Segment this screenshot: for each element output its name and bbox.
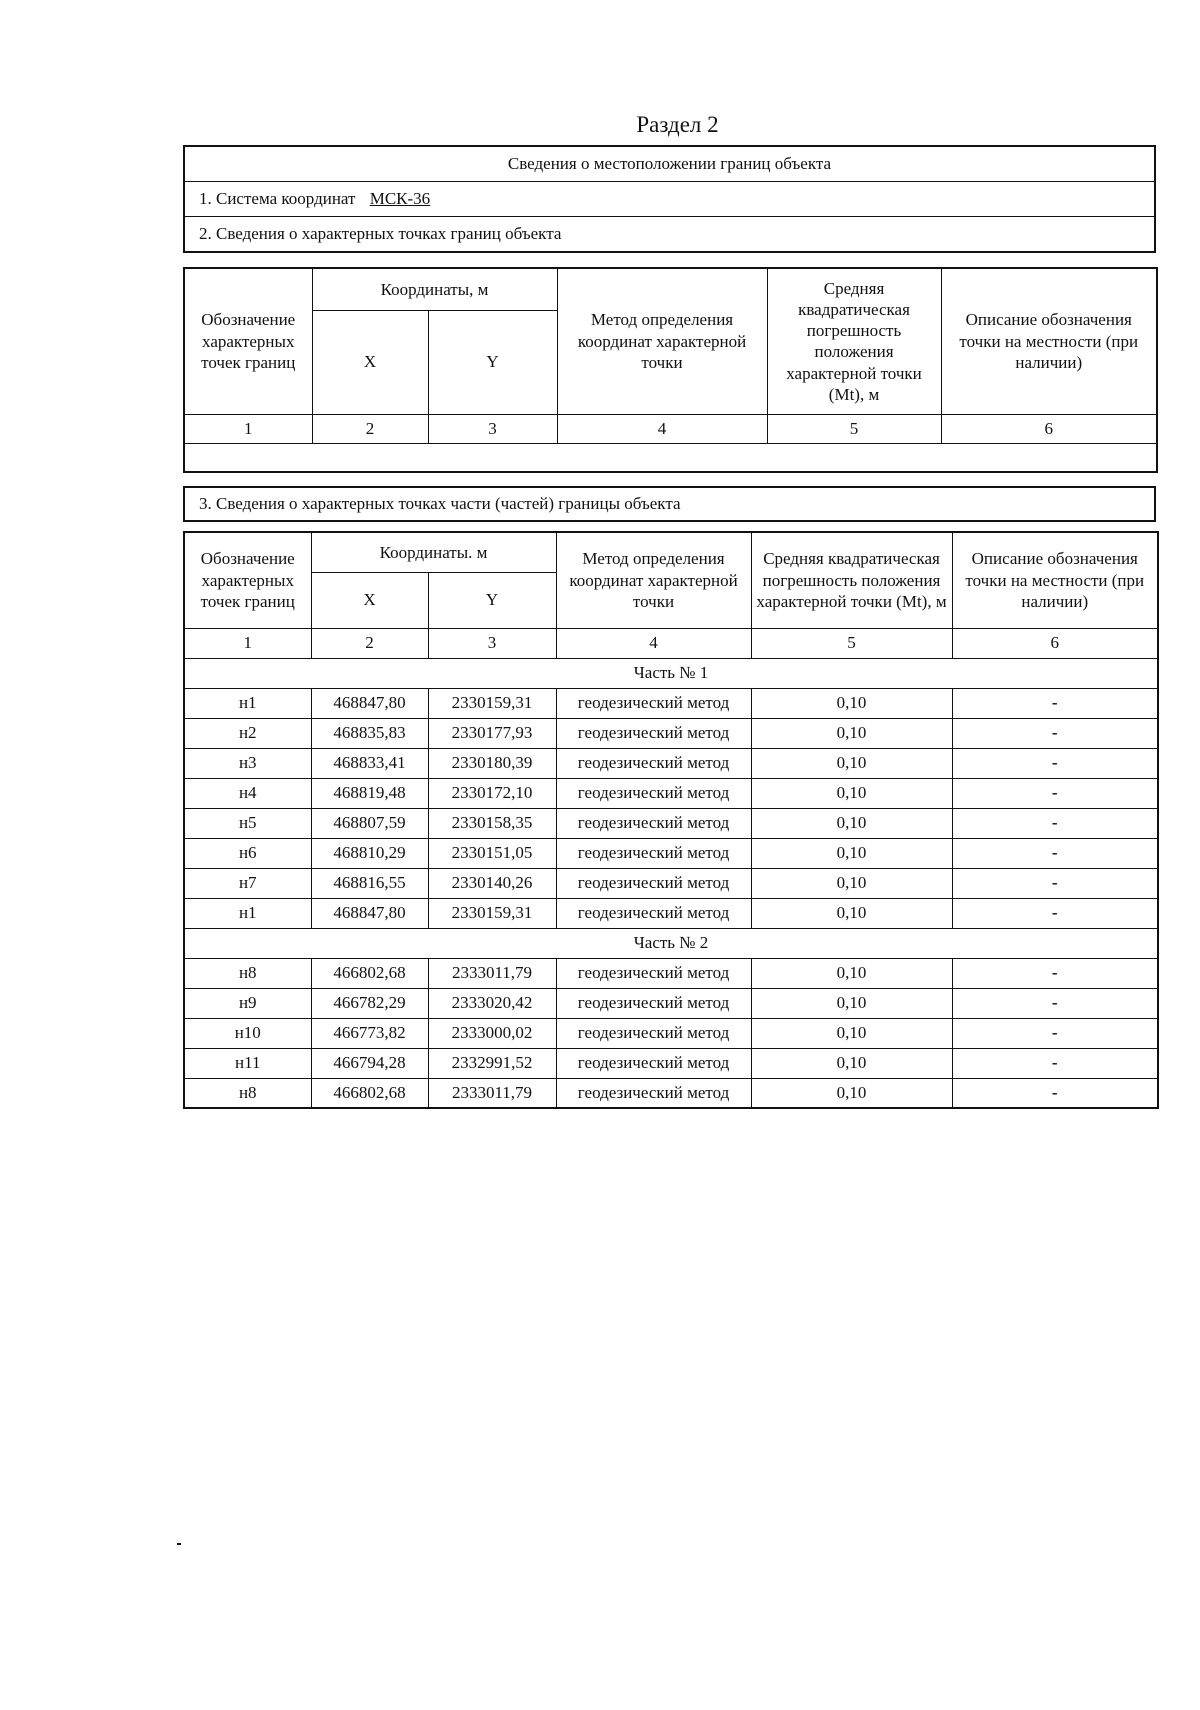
coord-x: 466794,28 (311, 1048, 428, 1078)
table-row (184, 688, 1158, 718)
error-mt: 0,10 (751, 748, 952, 778)
header-x: X (312, 310, 428, 414)
coord-y: 2330158,35 (428, 808, 556, 838)
point-description: - (952, 1048, 1158, 1078)
coord-y: 2333000,02 (428, 1018, 556, 1048)
header-coordinates: Координаты. м (311, 532, 556, 572)
table-row (184, 898, 1158, 928)
column-number: 2 (311, 628, 428, 658)
coord-y: 2332991,52 (428, 1048, 556, 1078)
coord-y: 2330172,10 (428, 778, 556, 808)
point-designation: н9 (184, 988, 311, 1018)
header-error: Средняя квадратическая погрешность положения характерной точки (Mt), м (751, 532, 952, 628)
header-x: X (311, 572, 428, 628)
method: геодезический метод (556, 838, 751, 868)
error-mt: 0,10 (751, 1048, 952, 1078)
column-number: 4 (557, 414, 767, 443)
part-points-table (183, 531, 1159, 1109)
point-designation: н2 (184, 718, 311, 748)
coord-y: 2330140,26 (428, 868, 556, 898)
error-mt: 0,10 (751, 868, 952, 898)
point-designation: н1 (184, 898, 311, 928)
method: геодезический метод (556, 958, 751, 988)
header-coordinates: Координаты, м (312, 268, 557, 310)
coord-y: 2330159,31 (428, 898, 556, 928)
boundary-points-table (183, 267, 1158, 473)
error-mt: 0,10 (751, 898, 952, 928)
part-title: Часть № 1 (184, 658, 1158, 688)
coord-y: 2330151,05 (428, 838, 556, 868)
table-row (184, 838, 1158, 868)
header-description: Описание обозначения точки на местности (при наличии) (952, 532, 1158, 628)
section-title: Раздел 2 (636, 112, 719, 137)
header-error: Средняя квадратическая погрешность положения характерной точки (Mt), м (767, 268, 941, 414)
location-heading: Сведения о местоположении границ объекта (184, 146, 1155, 182)
method: геодезический метод (556, 868, 751, 898)
error-mt: 0,10 (751, 958, 952, 988)
coord-x: 468833,41 (311, 748, 428, 778)
column-number: 6 (952, 628, 1158, 658)
point-description: - (952, 748, 1158, 778)
column-number: 1 (184, 628, 311, 658)
coord-x: 468810,29 (311, 838, 428, 868)
column-number: 1 (184, 414, 312, 443)
table-row (184, 958, 1158, 988)
point-designation: н8 (184, 1078, 311, 1108)
error-mt: 0,10 (751, 688, 952, 718)
coord-x: 468847,80 (311, 688, 428, 718)
coordinate-system-row (184, 182, 1155, 217)
coord-x: 466773,82 (311, 1018, 428, 1048)
coord-x: 468847,80 (311, 898, 428, 928)
header-y: Y (428, 310, 557, 414)
error-mt: 0,10 (751, 718, 952, 748)
table-row (184, 718, 1158, 748)
table-row (184, 808, 1158, 838)
point-description: - (952, 988, 1158, 1018)
error-mt: 0,10 (751, 778, 952, 808)
table-row (184, 1048, 1158, 1078)
header-method: Метод определения координат характерной точки (557, 268, 767, 414)
column-number: 4 (556, 628, 751, 658)
point-description: - (952, 958, 1158, 988)
method: геодезический метод (556, 1018, 751, 1048)
header-y: Y (428, 572, 556, 628)
coord-y: 2333011,79 (428, 1078, 556, 1108)
coordinate-system-value: МСК-36 (369, 189, 431, 209)
part-title: Часть № 2 (184, 928, 1158, 958)
method: геодезический метод (556, 898, 751, 928)
column-number: 5 (767, 414, 941, 443)
table-row (184, 988, 1158, 1018)
parts-heading-table (183, 486, 1156, 522)
point-description: - (952, 868, 1158, 898)
point-designation: н4 (184, 778, 311, 808)
error-mt: 0,10 (751, 988, 952, 1018)
parts-body (184, 658, 1158, 1108)
coord-y: 2330159,31 (428, 688, 556, 718)
coord-x: 468819,48 (311, 778, 428, 808)
table-row (184, 1018, 1158, 1048)
method: геодезический метод (556, 688, 751, 718)
method: геодезический метод (556, 988, 751, 1018)
point-description: - (952, 898, 1158, 928)
point-description: - (952, 718, 1158, 748)
column-number: 6 (941, 414, 1157, 443)
coord-x: 466802,68 (311, 1078, 428, 1108)
column-number: 2 (312, 414, 428, 443)
point-designation: н1 (184, 688, 311, 718)
point-description: - (952, 1078, 1158, 1108)
column-number: 3 (428, 414, 557, 443)
point-designation: н8 (184, 958, 311, 988)
table-row (184, 778, 1158, 808)
part-title-row (184, 658, 1158, 688)
header-designation: Обозначение характерных точек границ (184, 268, 312, 414)
header-designation: Обозначение характерных точек границ (184, 532, 311, 628)
parts-heading: 3. Сведения о характерных точках части (частей) границы объекта (184, 487, 1155, 521)
method: геодезический метод (556, 1078, 751, 1108)
method: геодезический метод (556, 748, 751, 778)
points-heading: 2. Сведения о характерных точках границ объекта (184, 217, 1155, 253)
error-mt: 0,10 (751, 838, 952, 868)
point-description: - (952, 838, 1158, 868)
header-method: Метод определения координат характерной точки (556, 532, 751, 628)
coord-x: 466802,68 (311, 958, 428, 988)
coord-x: 468807,59 (311, 808, 428, 838)
column-number: 5 (751, 628, 952, 658)
coord-y: 2333020,42 (428, 988, 556, 1018)
coord-x: 466782,29 (311, 988, 428, 1018)
method: геодезический метод (556, 778, 751, 808)
point-designation: н7 (184, 868, 311, 898)
method: геодезический метод (556, 718, 751, 748)
point-designation: н6 (184, 838, 311, 868)
table-row (184, 868, 1158, 898)
column-number: 3 (428, 628, 556, 658)
point-designation: н10 (184, 1018, 311, 1048)
coordinate-system-label: 1. Система координат (199, 189, 356, 209)
error-mt: 0,10 (751, 808, 952, 838)
point-designation: н11 (184, 1048, 311, 1078)
error-mt: 0,10 (751, 1078, 952, 1108)
coord-y: 2333011,79 (428, 958, 556, 988)
method: геодезический метод (556, 1048, 751, 1078)
coord-y: 2330180,39 (428, 748, 556, 778)
coord-x: 468835,83 (311, 718, 428, 748)
point-description: - (952, 778, 1158, 808)
point-designation: н3 (184, 748, 311, 778)
point-description: - (952, 688, 1158, 718)
table-row (184, 748, 1158, 778)
header-description: Описание обозначения точки на местности (при наличии) (941, 268, 1157, 414)
empty-row (184, 443, 1157, 472)
point-designation: н5 (184, 808, 311, 838)
part-title-row (184, 928, 1158, 958)
point-description: - (952, 1018, 1158, 1048)
coord-x: 468816,55 (311, 868, 428, 898)
table-row (184, 1078, 1158, 1108)
scan-mark (177, 1543, 181, 1545)
method: геодезический метод (556, 808, 751, 838)
object-location-info-table (183, 145, 1156, 253)
coord-y: 2330177,93 (428, 718, 556, 748)
point-description: - (952, 808, 1158, 838)
error-mt: 0,10 (751, 1018, 952, 1048)
